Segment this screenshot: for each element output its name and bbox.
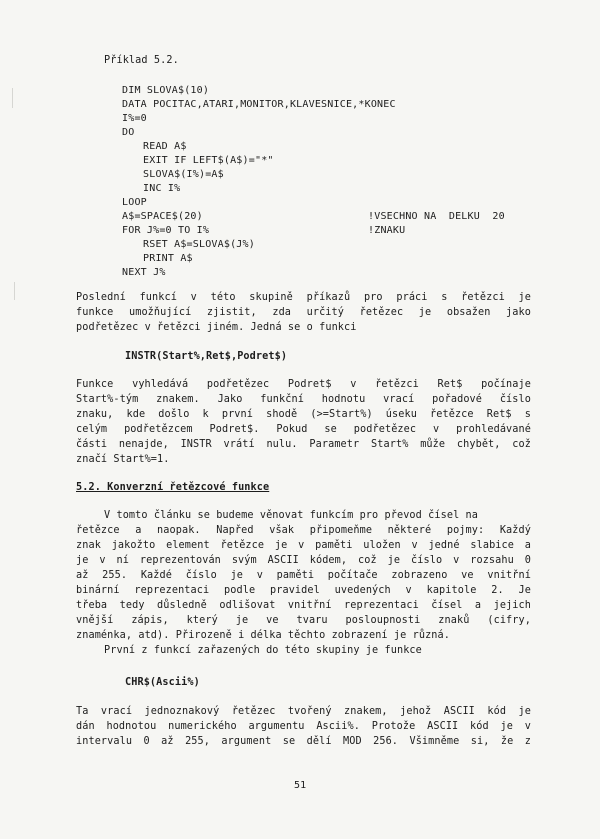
- section-heading: 5.2. Konverzní řetězcové funkce: [76, 482, 270, 493]
- example-label: Příklad 5.2.: [104, 55, 179, 66]
- text-line: třeba tedy důsledně odlišovat vnitřní reprezentaci čísel a jejich: [76, 600, 531, 611]
- text-line: V tomto článku se budeme věnovat funkcím pro převod čísel na: [104, 510, 479, 521]
- text-line: funkce umožňující zjistit, zda určitý řetězec je obsažen jako: [76, 307, 531, 318]
- text-line: znaménka, atd). Přirozeně i délka těchto zobrazení je různá.: [76, 630, 451, 641]
- scan-artifact: [12, 88, 16, 108]
- text-line: až 255. Každé číslo je v paměti počítače zobrazeno ve vnitřní: [76, 570, 531, 581]
- code-line: READ A$: [143, 141, 187, 152]
- text-line: Start%-tým znakem. Jako funkční hodnotu vrací pořadové číslo: [76, 394, 531, 405]
- text-line: Funkce vyhledává podřetězec Podret$ v řetězci Ret$ počínaje: [76, 379, 531, 390]
- text-line: celým podřetězcem Podret$. Pokud se podřetězec v prohledávané: [76, 424, 531, 435]
- code-line: FOR J%=0 TO I%: [122, 225, 210, 236]
- scan-artifact: [14, 282, 18, 300]
- text-line: intervalu 0 až 255, argument se dělí MOD 256. Všimněme si, že z: [76, 736, 531, 747]
- text-line: znaku, kde došlo k první shodě (>=Start%) úseku řetězce Ret$ s: [76, 409, 531, 420]
- text-line: Poslední funkcí v této skupině příkazů pro práci s řetězci je: [76, 292, 531, 303]
- code-comment: !ZNAKU: [368, 225, 406, 236]
- code-line: DATA POCITAC,ATARI,MONITOR,KLAVESNICE,*KONEC: [122, 99, 396, 110]
- text-line: vnější zápis, který je ve tvaru posloupnosti znaků (cifry,: [76, 615, 531, 626]
- text-line: znak jakožto element řetězce je v paměti uložen v jedné slabice a: [76, 540, 531, 551]
- text-line: je v ní reprezentován svým ASCII kódem, což je číslo v rozsahu 0: [76, 555, 531, 566]
- code-line: NEXT J%: [122, 267, 166, 278]
- text-line: První z funkcí zařazených do této skupiny je funkce: [104, 645, 422, 656]
- code-line: INC I%: [143, 183, 181, 194]
- code-line: RSET A$=SLOVA$(J%): [143, 239, 255, 250]
- text-line: dán hodnotou numerického argumentu Ascii%. Protože ASCII kód je v: [76, 721, 531, 732]
- code-line: SLOVA$(I%)=A$: [143, 169, 224, 180]
- code-line: I%=0: [122, 113, 147, 124]
- text-line: části nenajde, INSTR vrátí nulu. Parametr Start% může chybět, což: [76, 439, 531, 450]
- text-line: binární reprezentaci podle pravidel uvedených v kapitole 2. Je: [76, 585, 531, 596]
- code-line: DIM SLOVA$(10): [122, 85, 210, 96]
- code-line: A$=SPACE$(20): [122, 211, 203, 222]
- instr-syntax: INSTR(Start%,Ret$,Podret$): [125, 351, 288, 362]
- code-line: LOOP: [122, 197, 147, 208]
- code-line: DO: [122, 127, 135, 138]
- code-line: PRINT A$: [143, 253, 193, 264]
- text-line: Ta vrací jednoznakový řetězec tvořený znakem, jehož ASCII kód je: [76, 706, 531, 717]
- text-line: podřetězec v řetězci jiném. Jedná se o funkci: [76, 322, 357, 333]
- code-line: EXIT IF LEFT$(A$)="*": [143, 155, 274, 166]
- page-number: 51: [294, 780, 307, 791]
- text-line: řetězce a naopak. Napřed však připomeňme některé pojmy: Každý: [76, 525, 531, 536]
- code-comment: !VSECHNO NA DELKU 20: [368, 211, 505, 222]
- chr-syntax: CHR$(Ascii%): [125, 677, 200, 688]
- text-line: značí Start%=1.: [76, 454, 170, 465]
